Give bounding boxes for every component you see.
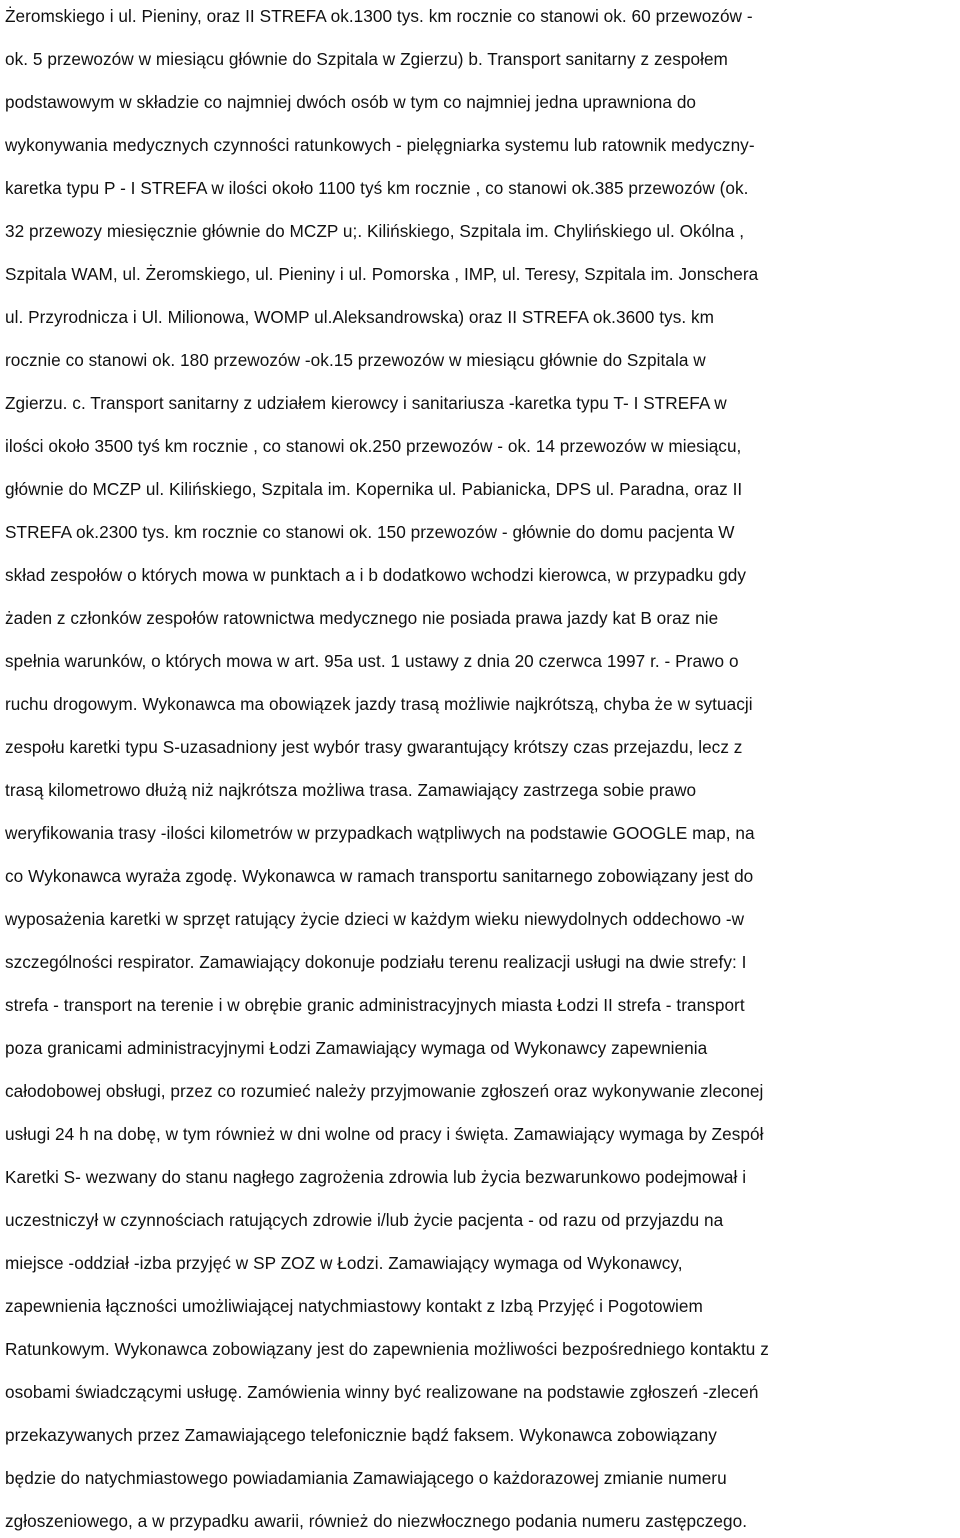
text-line: ruchu drogowym. Wykonawca ma obowiązek jazdy trasą możliwie najkrótszą, chyba że w sytuacji bbox=[5, 694, 753, 714]
text-line: głównie do MCZP ul. Kilińskiego, Szpitala im. Kopernika ul. Pabianicka, DPS ul. Paradna, oraz II bbox=[5, 479, 743, 499]
text-line: trasą kilometrowo dłużą niż najkrótsza możliwa trasa. Zamawiający zastrzega sobie prawo bbox=[5, 780, 697, 800]
text-line: zespołu karetki typu S-uzasadniony jest wybór trasy gwarantujący krótszy czas przejazdu, lecz z bbox=[5, 737, 743, 757]
text-line: weryfikowania trasy -ilości kilometrów w przypadkach wątpliwych na podstawie GOOGLE map, na bbox=[5, 823, 755, 843]
text-line: Karetki S- wezwany do stanu nagłego zagrożenia zdrowia lub życia bezwarunkowo podejmował i bbox=[5, 1167, 747, 1187]
text-line: STREFA ok.2300 tys. km rocznie co stanowi ok. 150 przewozów - głównie do domu pacjenta W bbox=[5, 522, 735, 542]
text-line: ok. 5 przewozów w miesiącu głównie do Szpitala w Zgierzu) b. Transport sanitarny z zespołem bbox=[5, 49, 728, 69]
text-line: rocznie co stanowi ok. 180 przewozów -ok.15 przewozów w miesiącu głównie do Szpitala w bbox=[5, 350, 706, 370]
text-line: Zgierzu. c. Transport sanitarny z udziałem kierowcy i sanitariusza -karetka typu T- I STREFA w bbox=[5, 393, 727, 413]
text-line: całodobowej obsługi, przez co rozumieć należy przyjmowanie zgłoszeń oraz wykonywanie zleconej bbox=[5, 1081, 764, 1101]
text-line: Szpitala WAM, ul. Żeromskiego, ul. Pieniny i ul. Pomorska , IMP, ul. Teresy, Szpitala im. Jonschera bbox=[5, 264, 759, 284]
text-line: zgłoszeniowego, a w przypadku awarii, również do niezwłocznego podania numeru zastępczego. bbox=[5, 1511, 748, 1531]
text-line: żaden z członków zespołów ratownictwa medycznego nie posiada prawa jazdy kat B oraz nie bbox=[5, 608, 719, 628]
text-line: skład zespołów o których mowa w punktach a i b dodatkowo wchodzi kierowca, w przypadku gdy bbox=[5, 565, 747, 585]
text-line: podstawowym w składzie co najmniej dwóch osób w tym co najmniej jedna uprawniona do bbox=[5, 92, 697, 112]
text-line: spełnia warunków, o których mowa w art. 95a ust. 1 ustawy z dnia 20 czerwca 1997 r. - Prawo o bbox=[5, 651, 739, 671]
text-line: strefa - transport na terenie i w obrębie granic administracyjnych miasta Łodzi II strefa - transport bbox=[5, 995, 745, 1015]
text-line: poza granicami administracyjnymi Łodzi Zamawiający wymaga od Wykonawcy zapewnienia bbox=[5, 1038, 708, 1058]
text-line: osobami świadczącymi usługę. Zamówienia winny być realizowane na podstawie zgłoszeń -zleceń bbox=[5, 1382, 759, 1402]
text-line: karetka typu P - I STREFA w ilości około 1100 tyś km rocznie , co stanowi ok.385 przewozów (ok. bbox=[5, 178, 749, 198]
text-line: Ratunkowym. Wykonawca zobowiązany jest do zapewnienia możliwości bezpośredniego kontaktu z bbox=[5, 1339, 769, 1359]
text-line: wykonywania medycznych czynności ratunkowych - pielęgniarka systemu lub ratownik medyczny- bbox=[5, 135, 755, 155]
text-line: przekazywanych przez Zamawiającego telefonicznie bądź faksem. Wykonawca zobowiązany bbox=[5, 1425, 717, 1445]
text-line: szczególności respirator. Zamawiający dokonuje podziału terenu realizacji usługi na dwie strefy: I bbox=[5, 952, 747, 972]
text-line: uczestniczył w czynnościach ratujących zdrowie i/lub życie pacjenta - od razu od przyjazdu na bbox=[5, 1210, 724, 1230]
text-line: miejsce -oddział -izba przyjęć w SP ZOZ w Łodzi. Zamawiający wymaga od Wykonawcy, bbox=[5, 1253, 683, 1273]
text-line: co Wykonawca wyraża zgodę. Wykonawca w ramach transportu sanitarnego zobowiązany jest do bbox=[5, 866, 754, 886]
text-line: Żeromskiego i ul. Pieniny, oraz II STREFA ok.1300 tys. km rocznie co stanowi ok. 60 przewozów - bbox=[5, 6, 753, 26]
text-line: wyposażenia karetki w sprzęt ratujący życie dzieci w każdym wieku niewydolnych oddechowo -w bbox=[5, 909, 745, 929]
text-line: usługi 24 h na dobę, w tym również w dni wolne od pracy i święta. Zamawiający wymaga by Zespół bbox=[5, 1124, 764, 1144]
text-line: będzie do natychmiastowego powiadamiania Zamawiającego o każdorazowej zmianie numeru bbox=[5, 1468, 727, 1488]
text-line: ilości około 3500 tyś km rocznie , co stanowi ok.250 przewozów - ok. 14 przewozów w miesiącu, bbox=[5, 436, 742, 456]
text-line: zapewnienia łączności umożliwiającej natychmiastowy kontakt z Izbą Przyjęć i Pogotowiem bbox=[5, 1296, 703, 1316]
text-line: 32 przewozy miesięcznie głównie do MCZP u;. Kilińskiego, Szpitala im. Chylińskiego ul. Okólna , bbox=[5, 221, 745, 241]
text-line: ul. Przyrodnicza i Ul. Milionowa, WOMP ul.Aleksandrowska) oraz II STREFA ok.3600 tys. km bbox=[5, 307, 715, 327]
